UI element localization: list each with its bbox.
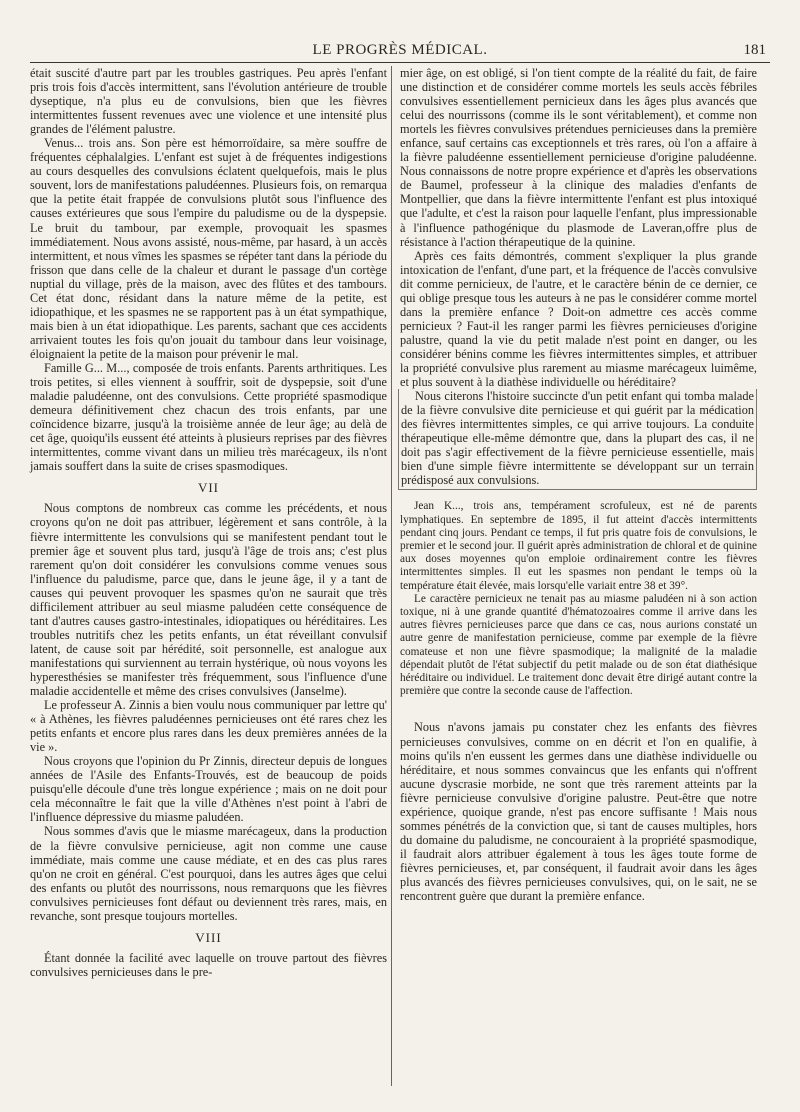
left-column (30, 66, 387, 979)
paragraph: Étant donnée la facilité avec laquelle on trouve partout des fièvres convulsives pernicieuses dans le pre- (30, 950, 387, 979)
column-divider (391, 66, 392, 1086)
journal-title: LE PROGRÈS MÉDICAL. (312, 42, 488, 58)
spacer (400, 698, 757, 720)
paragraph: Nous croyons que l'opinion du Pr Zinnis, directeur depuis de longues années de l'Asile des Enfants-Trouvés, est de beaucoup de poids puisqu'elle découle d'une très longue expérience ; mais on ne doit pour cela méconnaître le fait que la ville d'Athènes n'est point à l'abri de l'influence dépressive du miasme paludéen. (30, 754, 387, 825)
paragraph: Venus... trois ans. Son père est hémorroïdaire, sa mère souffre de fréquentes céphalalgies. L'enfant est sujet à de fréquentes indigestions au cours desquelles des convulsions éclatent quelquefois, mais le plus souvent, lors de manifestations paludéennes. Plusieurs fois, on remarqua que la petite était frappée de convulsions plutôt sous l'influence des causes extérieures que sous l'empire du paludisme ou de la dyspepsie. Le bruit du tambour, par exemple, provoquait les spasmes immédiatement. Nous avons assisté, nous-même, par hasard, à un accès intermittent, et nous vîmes les spasmes se répéter tant dans la période du frisson que dans celle de la chaleur et durant le passage d'un cortège nuptial du village, près de la maison, avec des flûtes et des tambours. Cet état donc, résidant dans la nature même de la petite, est idiopathique, et les spasmes ne se rapportent pas à un état sympathique, mais bien à un état idiopathique. Les parents, sachant que ces accidents arrivaient toutes les fois qu'on jouait du tambour dans leur voisinage, éloignaient la petite de la maison pour prévenir le mal. (30, 136, 387, 361)
section-heading-vii: VII (197, 480, 220, 496)
paragraph: mier âge, on est obligé, si l'on tient compte de la réalité du fait, de faire une distinction et de considérer comme mortels les seuls accès fébriles convulsives essentiellement pernicieux dans les âges plus avancés que celui des nourrissons (comme ils le sont véritablement), et comme non mortels les fièvres convulsives prétendues pernicieuses dans la première enfance, sauf certains cas exceptionnels et très rares, où l'on a affaire à la fièvre paludéenne essentiellement pernicieuse d'origine paludéenne. Nous connaissons de notre propre expérience et d'après les observations de Baumel, professeur à la clinique des maladies d'enfants de Montpellier, que dans la fièvre intermittente l'enfant est plus intoxiqué que l'adulte, et c'est la raison pour laquelle l'enfant, plus impressionable à l'influence pathogénique du plasmode de Laveran,offre plus de résistance à l'action thérapeutique de la quinine. (400, 66, 757, 249)
section-heading-viii: VIII (195, 929, 222, 945)
case-commentary: Le caractère pernicieux ne tenait pas au miasme paludéen ni à son action toxique, ni à une grande quantité d'hématozoaires comme il arrive dans les autres fièvres pernicieuses parce que dans ce cas, nous aurions constaté un autre genre de manifestation pernicieuse, comme par exemple de la fièvre comateuse et non une fièvre spasmodique; la malignité de la maladie dépendait plutôt de l'état subjectif du petit malade ou de son état diathésique héréditaire ou individuel. Le traitement donc devait être dirigé autant contre la première que contre la seconde cause de l'affection. (400, 592, 757, 698)
case-frame (398, 389, 757, 490)
case-report: Jean K..., trois ans, tempérament scrofuleux, est né de parents lymphatiques. En septembre de 1895, il fut atteint d'accès intermittents pendant cinq jours. Pendant ce temps, il fut pris quatre fois de convulsions, le premier et le second jour. Il guérit après administration de chloral et de quinine aux doses moyennes qu'on emploie ordinairement contre les fièvres intermittentes simples. Il eut les spasmes non pendant le temps où la température était élevée, mais lorsqu'elle variait entre 38 et 39°. (400, 500, 757, 592)
paragraph: Nous citerons l'histoire succincte d'un petit enfant qui tomba malade de la fièvre convulsive dite pernicieuse et qui guérit par la médication des fièvres intermittentes simples, ce qui arrive toujours. La conduite thérapeutique elle-même démontre que, dans la plupart des cas, il ne doit pas s'agir effectivement de la fièvre pernicieuse essentielle, mais bien d'une simple fièvre intermittente se développant sur un terrain prédisposé aux convulsions. (401, 389, 754, 488)
spacer (400, 490, 757, 500)
header-rule (30, 62, 770, 63)
page-number: 181 (743, 42, 766, 58)
paragraph: Nous n'avons jamais pu constater chez les enfants des fièvres pernicieuses convulsives, comme on en décrit et l'on en qualifie, à moins qu'ils n'en eussent les germes dans une diathèse individuelle ou héréditaire, et nous sommes convaincus que les enfants qui n'offrent aucune dyscrasie morbide, ne sont que très rarement atteints par la fièvre pernicieuse convulsive d'origine palustre. Peut-être que notre expérience, quoique grande, n'est pas encore suffisante ! Mais nous sommes pénétrés de la conviction que, si tant de causes multiples, hors du domaine du paludisme, ne concouraient à la propriété spasmodique, il faudrait alors attribuer également à tous les âges toute forme de fièvres pernicieuses, et, par conséquent, il faudrait avoir dans les âges plus avancés des fièvres pernicieuses convulsives, qui, on le sait, ne se rencontrent guère que durant la première enfance. (400, 720, 757, 904)
paragraph: Après ces faits démontrés, comment s'expliquer la plus grande intoxication de l'enfant, d'une part, et la fréquence de l'accès convulsive dit comme pernicieux, de l'autre, et le caractère bénin de ce dernier, ce qui oblige presque tous les auteurs à ne pas le considérer comme mortel dans la première enfance ? Doit-on admettre ces accès comme pernicieux ? Faut-il les ranger parmi les fièvres pernicieuses d'origine palustre, quand la vie du petit malade n'est point en danger, ou les considérer bénins comme les fièvres intermittentes simples, et attribuer la propriété convulsive plus rarement au miasme marécageux luimême, et plus souvent à la diathèse individuelle ou héréditaire? (400, 248, 757, 390)
paragraph: Famille G... M..., composée de trois enfants. Parents arthritiques. Les trois petites, si elles viennent à souffrir, soit de dyspepsie, soit d'une maladie paludéenne, ont des convulsions. Cette propriété spasmodique demeura définitivement chez chacun des trois enfants, par une coïncidence bizarre, jusqu'à la troisième année de leur âge; au delà de cet âge, quoiqu'ils eussent été atteints à plusieurs reprises par des fièvres intermittentes, comme vivant dans un milieu très marécageux, ils n'ont jamais souffert dans la suite de crises spasmodiques. (30, 360, 387, 474)
paragraph: était suscité d'autre part par les troubles gastriques. Peu après l'enfant pris trois fois d'accès intermittent, sans l'évolution antérieure de trouble dyseptique, n'a plus eu de convulsions, bien que les fièvres intermittentes fussent revenues avec une violence et une intensité plus grandes de l'élément palustre. (30, 66, 387, 137)
page-header (0, 36, 800, 60)
paragraph: Nous comptons de nombreux cas comme les précédents, et nous croyons qu'on ne doit pas attribuer, légèrement et sans contrôle, à la fièvre intermittente les convulsions qui se manifestent pendant tout le premier âge et souvent plus tard, jusqu'à l'âge de trois ans; c'est plus rarement qu'on doit considérer les convulsions comme venues sous l'influence du paludisme, parce que, dans le jeune âge, il y a tant de causes qui peuvent provoquer les spasmes qu'on ne saurait que très difficilement attribuer au seul miasme paludéen cette conséquence de tant d'autres causes gastro-intestinales, idiopatiques ou héréditaires. Les troubles nutritifs chez les petits enfants, un état réveillant convulsif latent, de cause soit par hérédité, soit personnelle, est analogue aux manifestations qui surviennent au terrain hystérique, où nous voyons les hyperesthésies se manifester très fréquemment, sous l'influence d'une maladie accidentelle et même des crises convulsives (Janselme). (30, 501, 387, 699)
paragraph: Le professeur A. Zinnis a bien voulu nous communiquer par lettre qu' « à Athènes, les fièvres paludéennes pernicieuses ont été rares chez les petits enfants et encore plus rares dans les deux premières années de la vie ». (30, 698, 387, 755)
right-column (400, 66, 757, 903)
paragraph: Nous sommes d'avis que le miasme marécageux, dans la production de la fièvre convulsive pernicieuse, agit non comme une cause immédiate, mais comme une cause médiate, et en des cas plus rares qu'on ne croit en général. C'est pourquoi, dans les autres âges que celui des enfants ou plutôt des nourrissons, nous remarquons que les fièvres convulsives pernicieuses font défaut ou deviennent très rares, mais, en revanche, sont presque toujours mortelles. (30, 824, 387, 923)
